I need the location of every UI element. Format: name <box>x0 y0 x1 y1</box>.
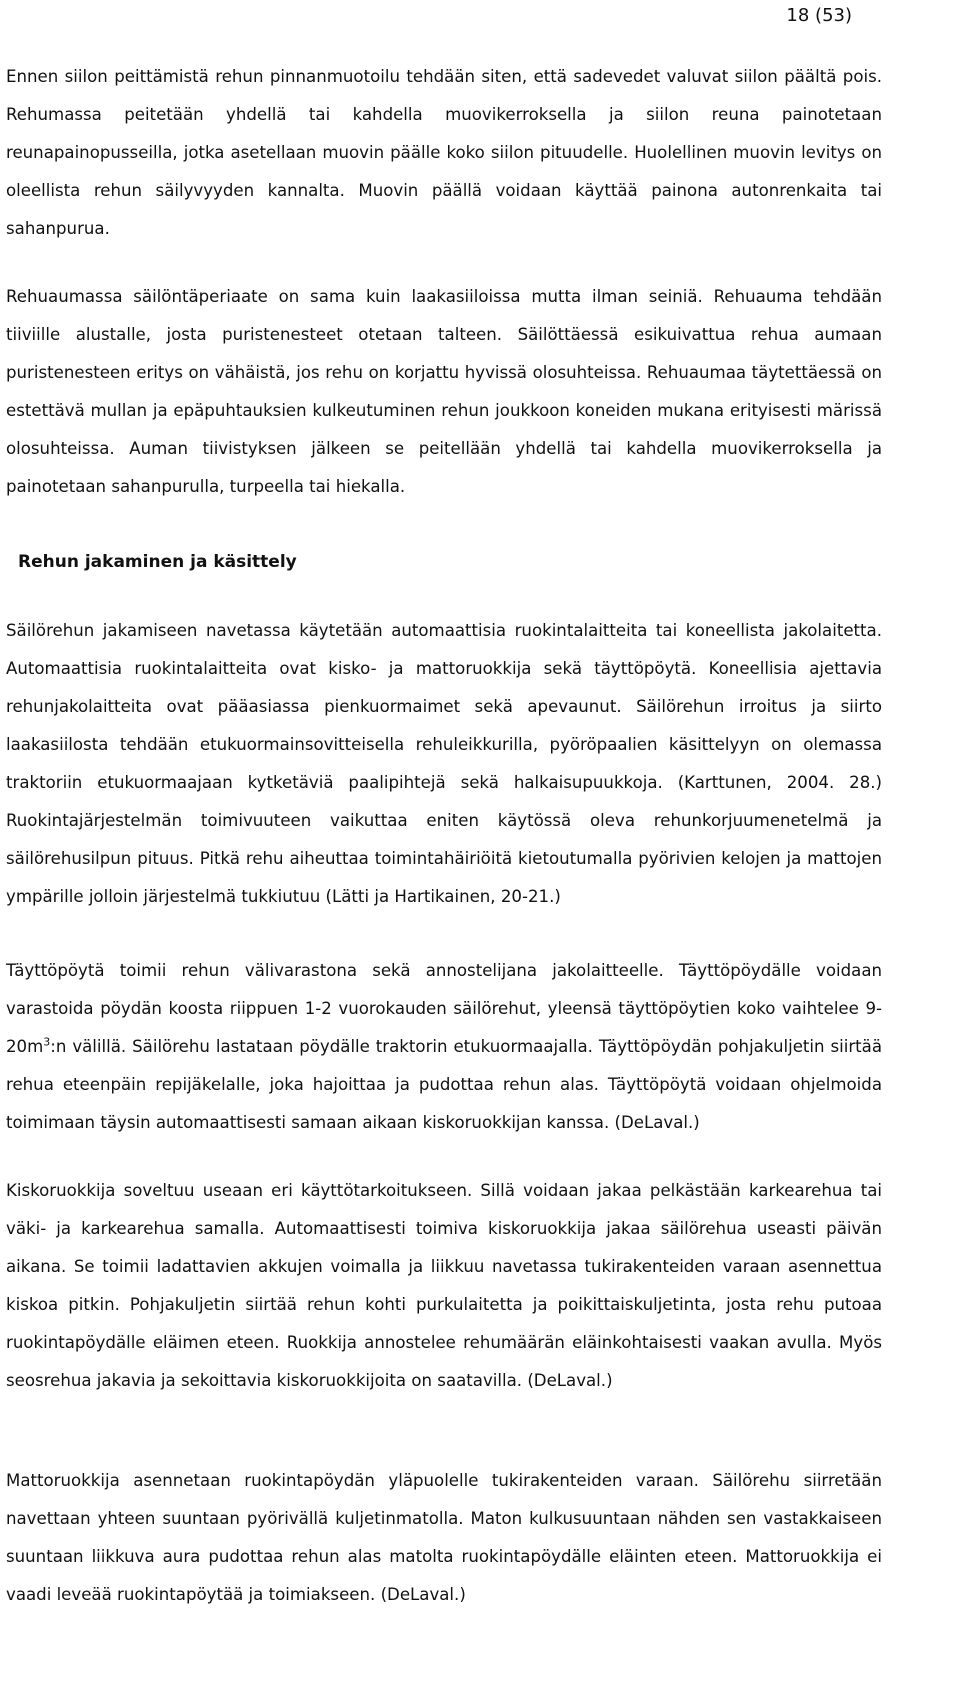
document-body <box>6 58 882 1614</box>
filling-table-text-start: Täyttöpöytä toimii rehun välivarastona sekä annostelijana jakolaitteelle. Täyttöpöydälle voidaan varastoida pöydän koosta riippuen 1-2 vuorokauden säilörehut, yleensä täyttöpöytien koko vaihtelee 9-20m <box>6 961 882 1056</box>
page-number: 18 (53) <box>786 5 852 26</box>
cubic-superscript: 3 <box>43 1035 51 1049</box>
paragraph-feed-clamp: Rehuaumassa säilöntäperiaate on sama kuin laakasiiloissa mutta ilman seiniä. Rehuauma tehdään tiiviille alustalle, josta puristenesteet otetaan talteen. Säilöttäessä esikuivattua rehua aumaan puristenesteen eritys on vähäistä, jos rehu on korjattu hyvissä olosuhteissa. Rehuaumaa täytettäessä on estettävä mullan ja epäpuhtauksien kulkeutuminen rehun joukkoon koneiden mukana erityisesti märissä olosuhteissa. Auman tiivistyksen jälkeen se peitellään yhdellä tai kahdella muovikerroksella ja painotetaan sahanpurulla, turpeella tai hiekalla. <box>6 287 882 496</box>
paragraph-rail-feeder: Kiskoruokkija soveltuu useaan eri käyttötarkoitukseen. Sillä voidaan jakaa pelkästään karkearehua tai väki- ja karkearehua samalla. Automaattisesti toimiva kiskoruokkija jakaa säilörehua useasti päivän aikana. Se toimii ladattavien akkujen voimalla ja liikkuu navetassa tukirakenteiden varaan asennettua kiskoa pitkin. Pohjakuljetin siirtää rehun kohti purkulaitetta ja poikittaiskuljetinta, josta rehu putoaa ruokintapöydälle eläimen eteen. Ruokkija annostelee rehumäärän eläinkohtaisesti vaakan avulla. Myös seosrehua jakavia ja sekoittavia kiskoruokkijoita on saatavilla. (DeLaval.) <box>6 1181 882 1390</box>
paragraph-filling-table <box>6 952 882 1142</box>
section-heading: Rehun jakaminen ja käsittely <box>18 552 297 572</box>
filling-table-text-end: :n välillä. Säilörehu lastataan pöydälle traktorin etukuormaajalla. Täyttöpöydän pohjakuljetin siirtää rehua eteenpäin repijäkelalle, joka hajoittaa ja pudottaa rehun alas. Täyttöpöytä voidaan ohjelmoida toimimaan täysin automaattisesti samaan aikaan kiskoruokkijan kanssa. (DeLaval.) <box>6 1037 882 1132</box>
paragraph-feed-distribution: Säilörehun jakamiseen navetassa käytetään automaattisia ruokintalaitteita tai koneellista jakolaitetta. Automaattisia ruokintalaitteita ovat kisko- ja mattoruokkija sekä täyttöpöytä. Koneellisia ajettavia rehunjakolaitteita ovat pääasiassa pienkuormaimet sekä apevaunut. Säilörehun irroitus ja siirto laakasiilosta tehdään etukuormainsovitteisella rehuleikkurilla, pyöröpaalien käsittelyyn on olemassa traktoriin etukuormaajaan kytketäviä paalipihtejä sekä halkaisupuukkoja. (Karttunen, 2004. 28.) Ruokintajärjestelmän toimivuuteen vaikuttaa eniten käytössä oleva rehunkorjuumenetelmä ja säilörehusilpun pituus. Pitkä rehu aiheuttaa toimintahäiriöitä kietoutumalla pyörivien kelojen ja mattojen ympärille jolloin järjestelmä tukkiutuu (Lätti ja Hartikainen, 20-21.) <box>6 621 882 906</box>
paragraph-silo-covering: Ennen siilon peittämistä rehun pinnanmuotoilu tehdään siten, että sadevedet valuvat siilon päältä pois. Rehumassa peitetään yhdellä tai kahdella muovikerroksella ja siilon reuna painotetaan reunapainopusseilla, jotka asetellaan muovin päälle koko siilon pituudelle. Huolellinen muovin levitys on oleellista rehun säilyvyyden kannalta. Muovin päällä voidaan käyttää painona autonrenkaita tai sahanpurua. <box>6 67 882 238</box>
paragraph-belt-feeder: Mattoruokkija asennetaan ruokintapöydän yläpuolelle tukirakenteiden varaan. Säilörehu siirretään navettaan yhteen suuntaan pyörivällä kuljetinmatolla. Maton kulkusuuntaan nähden sen vastakkaiseen suuntaan liikkuva aura pudottaa rehun alas matolta ruokintapöydälle eläinten eteen. Mattoruokkija ei vaadi leveää ruokintapöytää ja toimiakseen. (DeLaval.) <box>6 1471 882 1604</box>
